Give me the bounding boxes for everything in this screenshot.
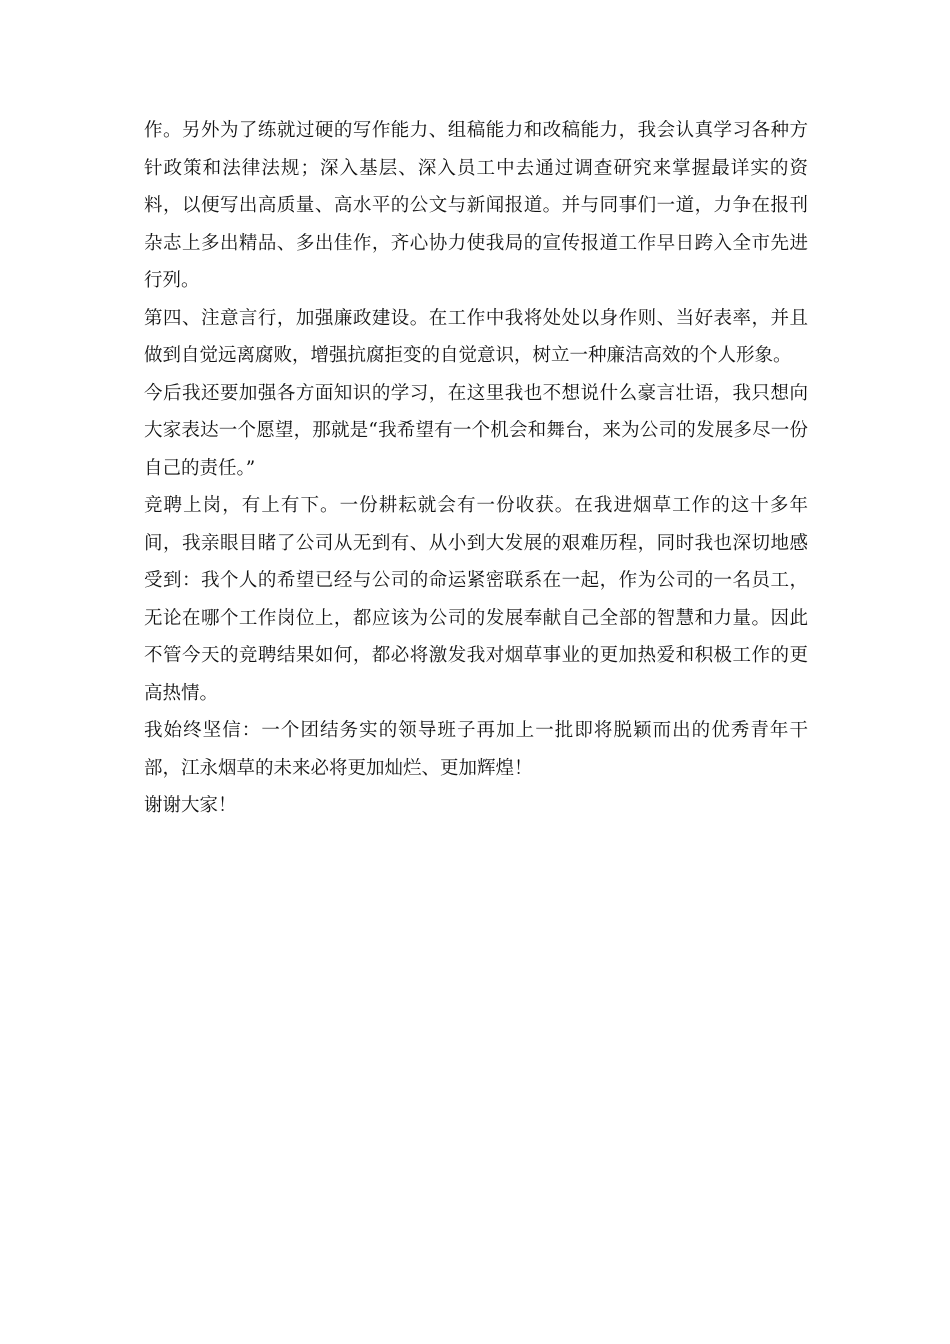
document-body (144, 112, 808, 825)
paragraph-future-wish: 今后我还要加强各方面知识的学习，在这里我也不想说什么豪言壮语，我只想向大家表达一个愿望，那就是“我希望有一个机会和舞台，来为公司的发展多尽一份自己的责任。” (144, 382, 808, 479)
paragraph-fourth-point: 第四、注意言行，加强廉政建设。在工作中我将处处以身作则、当好表率，并且做到自觉远离腐败，增强抗腐拒变的自觉意识，树立一种廉洁高效的个人形象。 (144, 307, 808, 366)
paragraph-continuation: 作。另外为了练就过硬的写作能力、组稿能力和改稿能力，我会认真学习各种方针政策和法律法规；深入基层、深入员工中去通过调查研究来掌握最详实的资料，以便写出高质量、高水平的公文与新闻报道。并与同事们一道，力争在报刊杂志上多出精品、多出佳作，齐心协力使我局的宣传报道工作早日跨入全市先进行列。 (144, 120, 808, 291)
paragraph-competition: 竞聘上岗，有上有下。一份耕耘就会有一份收获。在我进烟草工作的这十多年间，我亲眼目睹了公司从无到有、从小到大发展的艰难历程，同时我也深切地感受到：我个人的希望已经与公司的命运紧密联系在一起，作为公司的一名员工，无论在哪个工作岗位上，都应该为公司的发展奉献自己全部的智慧和力量。因此不管今天的竞聘结果如何，都必将激发我对烟草事业的更加热爱和积极工作的更高热情。 (144, 495, 808, 704)
paragraph-thanks: 谢谢大家！ (144, 795, 237, 816)
paragraph-belief: 我始终坚信：一个团结务实的领导班子再加上一批即将脱颖而出的优秀青年干部，江永烟草的未来必将更加灿烂、更加辉煌！ (144, 720, 808, 779)
